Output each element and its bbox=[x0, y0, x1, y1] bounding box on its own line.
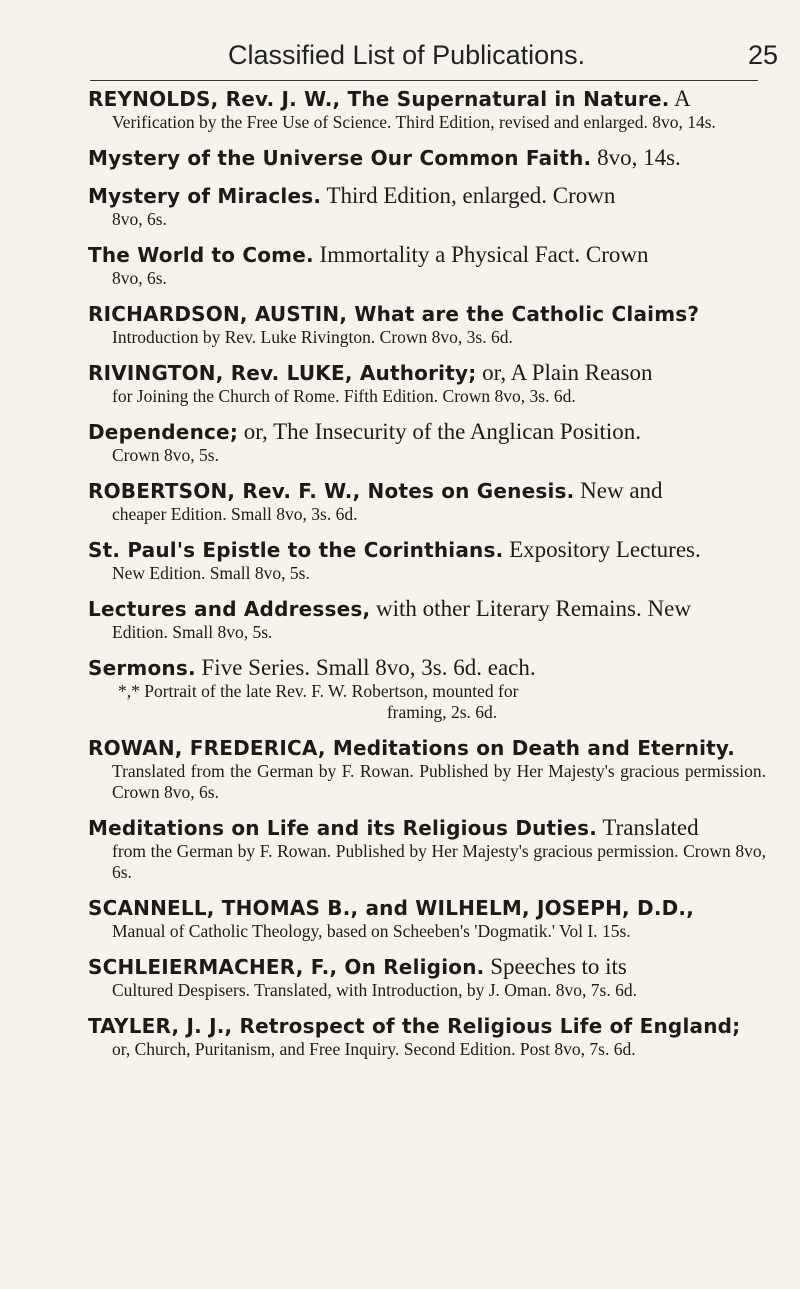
list-item bbox=[88, 655, 766, 723]
entry-title: Mystery of Miracles. bbox=[88, 184, 322, 208]
entry-detail: Five Series. Small 8vo, 3s. 6d. each. bbox=[195, 655, 536, 680]
entry-detail: A bbox=[669, 86, 691, 111]
page-title: Classified List of Publications. bbox=[228, 40, 586, 70]
entry-description: for Joining the Church of Rome. Fifth Edition. Crown 8vo, 3s. 6d. bbox=[112, 386, 576, 406]
list-item bbox=[88, 183, 766, 230]
entry-title: RICHARDSON, AUSTIN, What are the Catholic Claims? bbox=[88, 302, 700, 326]
entry-title: Dependence; bbox=[88, 420, 239, 444]
entry-description: Translated from the German by F. Rowan. Published by Her Majesty's gracious permission. Crown 8vo, 6s. bbox=[112, 761, 766, 802]
entry-title: SCHLEIERMACHER, F., On Religion. bbox=[88, 955, 485, 979]
list-item bbox=[88, 301, 766, 348]
entry-title: REYNOLDS, Rev. J. W., The Supernatural in Nature. bbox=[88, 87, 670, 111]
list-item bbox=[88, 537, 766, 584]
page-number: 25 bbox=[747, 40, 778, 70]
entry-title: Sermons. bbox=[88, 656, 196, 680]
list-item bbox=[88, 478, 766, 525]
entry-detail: with other Literary Remains. New bbox=[370, 596, 691, 621]
entry-title: TAYLER, J. J., Retrospect of the Religious Life of England; bbox=[88, 1014, 741, 1038]
entry-description: 8vo, 6s. bbox=[112, 209, 167, 229]
entry-description: or, Church, Puritanism, and Free Inquiry. Second Edition. Post 8vo, 7s. 6d. bbox=[112, 1039, 636, 1059]
entry-detail: Translated bbox=[597, 815, 699, 840]
publication-list bbox=[88, 86, 766, 1072]
entry-description: Cultured Despisers. Translated, with Introduction, by J. Oman. 8vo, 7s. 6d. bbox=[112, 980, 637, 1000]
entry-detail: Immortality a Physical Fact. Crown bbox=[313, 242, 649, 267]
entry-description: Crown 8vo, 5s. bbox=[112, 445, 219, 465]
entry-detail: Speeches to its bbox=[484, 954, 627, 979]
entry-description: New Edition. Small 8vo, 5s. bbox=[112, 563, 310, 583]
entry-description: Introduction by Rev. Luke Rivington. Crown 8vo, 3s. 6d. bbox=[112, 327, 513, 347]
page-header bbox=[88, 40, 778, 71]
header-rule bbox=[90, 80, 758, 81]
entry-title: Mystery of the Universe Our Common Faith. bbox=[88, 146, 592, 170]
entry-description: Manual of Catholic Theology, based on Scheeben's 'Dogmatik.' Vol I. 15s. bbox=[112, 921, 631, 941]
list-item bbox=[88, 86, 766, 133]
entry-detail: Expository Lectures. bbox=[503, 537, 701, 562]
list-item bbox=[88, 954, 766, 1001]
entry-detail: 8vo, 14s. bbox=[591, 145, 681, 170]
note-text: Portrait of the late Rev. F. W. Robertson, mounted for bbox=[144, 681, 519, 701]
list-item bbox=[88, 895, 766, 942]
list-item bbox=[88, 419, 766, 466]
entry-detail: Third Edition, enlarged. Crown bbox=[321, 183, 616, 208]
entry-title: Meditations on Life and its Religious Duties. bbox=[88, 816, 598, 840]
list-item bbox=[88, 145, 766, 171]
note-text-cont: framing, 2s. 6d. bbox=[386, 702, 498, 722]
list-item bbox=[88, 242, 766, 289]
asterism: *,* bbox=[118, 681, 140, 701]
entry-title: Lectures and Addresses, bbox=[88, 597, 371, 621]
entry-detail: or, The Insecurity of the Anglican Position. bbox=[238, 419, 642, 444]
entry-description: from the German by F. Rowan. Published by Her Majesty's gracious permission. Crown 8vo, 6s. bbox=[112, 841, 766, 882]
entry-title: The World to Come. bbox=[88, 243, 314, 267]
entry-title: SCANNELL, THOMAS B., and WILHELM, JOSEPH, D.D., bbox=[88, 896, 695, 920]
list-item bbox=[88, 815, 766, 883]
portrait-note bbox=[118, 681, 766, 723]
entry-title: ROBERTSON, Rev. F. W., Notes on Genesis. bbox=[88, 479, 575, 503]
entry-detail: New and bbox=[574, 478, 663, 503]
entry-title: St. Paul's Epistle to the Corinthians. bbox=[88, 538, 504, 562]
entry-title: ROWAN, FREDERICA, Meditations on Death and Eternity. bbox=[88, 736, 736, 760]
entry-detail: or, A Plain Reason bbox=[476, 360, 653, 385]
entry-title: RIVINGTON, Rev. LUKE, Authority; bbox=[88, 361, 477, 385]
entry-description: Edition. Small 8vo, 5s. bbox=[112, 622, 273, 642]
entry-description: Verification by the Free Use of Science. Third Edition, revised and enlarged. 8vo, 14s. bbox=[112, 112, 716, 132]
entry-description: 8vo, 6s. bbox=[112, 268, 167, 288]
list-item bbox=[88, 1013, 766, 1060]
list-item bbox=[88, 735, 766, 803]
list-item bbox=[88, 360, 766, 407]
list-item bbox=[88, 596, 766, 643]
entry-description: cheaper Edition. Small 8vo, 3s. 6d. bbox=[112, 504, 358, 524]
